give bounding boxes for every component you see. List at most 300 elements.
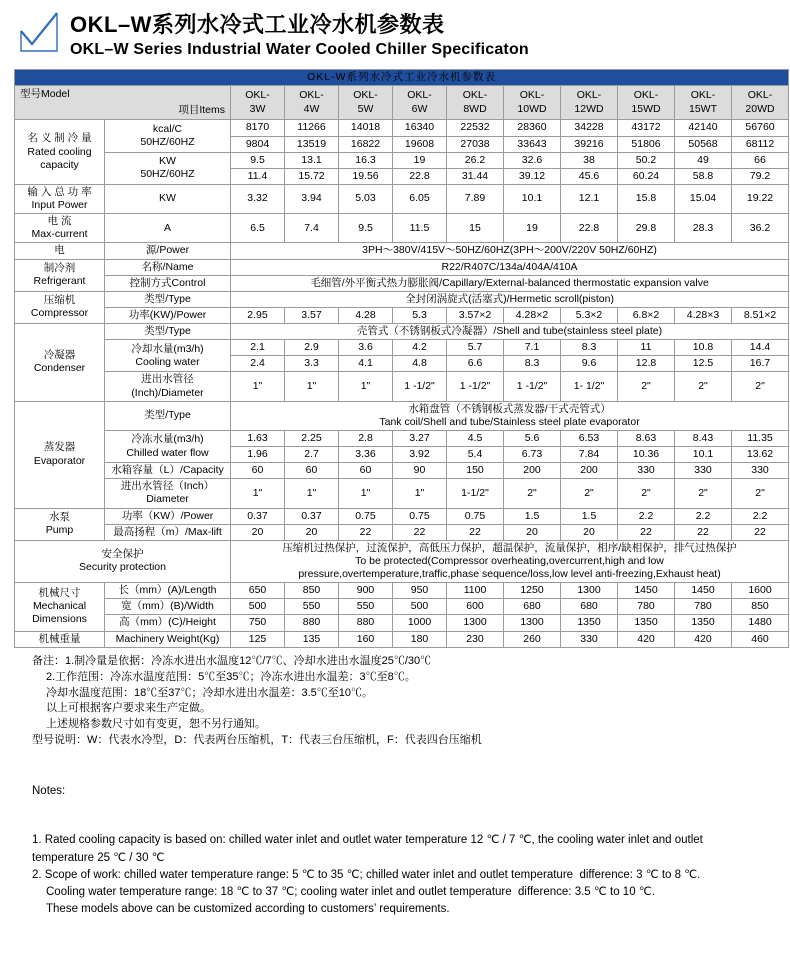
table-row xyxy=(15,479,789,508)
value-cell: 4.5 xyxy=(447,430,504,446)
value-cell: 125 xyxy=(231,631,285,647)
note-en-line: Cooling water temperature range: 18 ℃ to 37 ℃; cooling water inlet and outlet temperature difference: 3.5 ℃ to 10 ℃. xyxy=(46,886,655,899)
value-cell: 19608 xyxy=(393,136,447,152)
value-cell: 20 xyxy=(561,524,618,540)
value-cell: 20 xyxy=(231,524,285,540)
row-item-label: 宽（mm）(B)/Width xyxy=(105,599,231,615)
value-cell: 39216 xyxy=(561,136,618,152)
row-span-value: 全封闭涡旋式(活塞式)/Hermetic scroll(piston) xyxy=(231,291,789,307)
model-header-5: OKL- 8WD xyxy=(447,86,504,120)
row-item-label: 源/Power xyxy=(105,243,231,259)
value-cell: 1.63 xyxy=(231,430,285,446)
value-cell: 11 xyxy=(618,340,675,356)
value-cell: 11266 xyxy=(285,120,339,136)
table-row xyxy=(15,120,789,136)
value-cell: 8.63 xyxy=(618,430,675,446)
value-cell: 22 xyxy=(618,524,675,540)
value-cell: 1" xyxy=(231,479,285,508)
value-cell: 13.62 xyxy=(732,447,789,463)
model-header-2: OKL- 4W xyxy=(285,86,339,120)
value-cell: 1600 xyxy=(732,583,789,599)
row-group-label: 压缩机 Compressor xyxy=(15,291,105,323)
value-cell: 8.3 xyxy=(561,340,618,356)
value-cell: 230 xyxy=(447,631,504,647)
value-cell: 330 xyxy=(732,463,789,479)
model-header-7: OKL- 12WD xyxy=(561,86,618,120)
value-cell: 750 xyxy=(231,615,285,631)
row-span-value: 毛细管/外平衡式热力膨胀阀/Capillary/External-balanced thermostatic expansion valve xyxy=(231,275,789,291)
row-item-label: 进出水管径（Inch） Diameter xyxy=(105,479,231,508)
value-cell: 15.04 xyxy=(675,184,732,213)
row-item-label: 功率(KW)/Power xyxy=(105,307,231,323)
value-cell: 7.4 xyxy=(285,214,339,243)
value-cell: 550 xyxy=(339,599,393,615)
value-cell: 33643 xyxy=(504,136,561,152)
table-row xyxy=(15,524,789,540)
row-item-label: 高（mm）(C)/Height xyxy=(105,615,231,631)
value-cell: 0.75 xyxy=(447,508,504,524)
value-cell: 20 xyxy=(504,524,561,540)
title-block xyxy=(70,10,529,59)
value-cell: 8.43 xyxy=(675,430,732,446)
value-cell: 1350 xyxy=(618,615,675,631)
row-group-label: 名 义 制 冷 量 Rated cooling capacity xyxy=(15,120,105,185)
value-cell: 28360 xyxy=(504,120,561,136)
row-span-value: R22/R407C/134a/404A/410A xyxy=(231,259,789,275)
table-row xyxy=(15,259,789,275)
row-item-label: 功率（KW）/Power xyxy=(105,508,231,524)
row-group-label: 机械尺寸 Mechanical Dimensions xyxy=(15,583,105,631)
value-cell: 22 xyxy=(339,524,393,540)
row-item-label: 类型/Type xyxy=(105,291,231,307)
value-cell: 2.95 xyxy=(231,307,285,323)
value-cell: 90 xyxy=(393,463,447,479)
row-item-label: A xyxy=(105,214,231,243)
value-cell: 7.1 xyxy=(504,340,561,356)
value-cell: 19 xyxy=(504,214,561,243)
value-cell: 330 xyxy=(675,463,732,479)
value-cell: 2" xyxy=(675,372,732,401)
value-cell: 2.2 xyxy=(675,508,732,524)
value-cell: 8.51×2 xyxy=(732,307,789,323)
model-header-1: OKL- 3W xyxy=(231,86,285,120)
value-cell: 1 -1/2" xyxy=(447,372,504,401)
row-item-label: KW xyxy=(105,184,231,213)
value-cell: 900 xyxy=(339,583,393,599)
value-cell: 9.5 xyxy=(231,152,285,168)
value-cell: 2" xyxy=(618,479,675,508)
value-cell: 2.25 xyxy=(285,430,339,446)
value-cell: 22.8 xyxy=(561,214,618,243)
model-header-9: OKL- 15WT xyxy=(675,86,732,120)
value-cell: 42140 xyxy=(675,120,732,136)
value-cell: 11.35 xyxy=(732,430,789,446)
table-banner-row xyxy=(15,70,789,86)
notes-chinese xyxy=(32,654,776,750)
value-cell: 650 xyxy=(231,583,285,599)
value-cell: 16.3 xyxy=(339,152,393,168)
table-row xyxy=(15,463,789,479)
value-cell: 500 xyxy=(231,599,285,615)
value-cell: 1" xyxy=(339,372,393,401)
value-cell: 11.5 xyxy=(393,214,447,243)
row-item-label: 冷却水量(m3/h) Cooling water xyxy=(105,340,231,372)
value-cell: 1480 xyxy=(732,615,789,631)
value-cell: 780 xyxy=(618,599,675,615)
value-cell: 60 xyxy=(285,463,339,479)
value-cell: 1" xyxy=(285,479,339,508)
value-cell: 200 xyxy=(561,463,618,479)
row-group-label: 制冷剂 Refrigerant xyxy=(15,259,105,291)
value-cell: 29.8 xyxy=(618,214,675,243)
value-cell: 39.12 xyxy=(504,168,561,184)
note-en-line: temperature 25 ℃ / 30 ℃ xyxy=(32,851,165,864)
value-cell: 28.3 xyxy=(675,214,732,243)
row-item-label: 进出水管径 (Inch)/Diameter xyxy=(105,372,231,401)
value-cell: 15 xyxy=(447,214,504,243)
value-cell: 43172 xyxy=(618,120,675,136)
value-cell: 1 -1/2" xyxy=(504,372,561,401)
value-cell: 2.4 xyxy=(231,356,285,372)
value-cell: 6.73 xyxy=(504,447,561,463)
value-cell: 0.75 xyxy=(393,508,447,524)
table-header-row xyxy=(15,86,789,120)
value-cell: 8170 xyxy=(231,120,285,136)
value-cell: 50568 xyxy=(675,136,732,152)
value-cell: 1- 1/2" xyxy=(561,372,618,401)
value-cell: 850 xyxy=(285,583,339,599)
table-row xyxy=(15,540,789,582)
value-cell: 1100 xyxy=(447,583,504,599)
value-cell: 6.8×2 xyxy=(618,307,675,323)
value-cell: 27038 xyxy=(447,136,504,152)
value-cell: 16340 xyxy=(393,120,447,136)
value-cell: 12.8 xyxy=(618,356,675,372)
table-row xyxy=(15,307,789,323)
row-item-label: 名称/Name xyxy=(105,259,231,275)
row-group-label: 蒸发器 Evaporator xyxy=(15,401,105,508)
table-row xyxy=(15,340,789,356)
table-row xyxy=(15,275,789,291)
table-row xyxy=(15,291,789,307)
value-cell: 12.5 xyxy=(675,356,732,372)
table-row xyxy=(15,615,789,631)
notes-block xyxy=(14,654,776,951)
table-banner: OKL-W系列水冷式工业冷水机参数表 xyxy=(15,70,789,86)
row-group-label: 安全保护 Security protection xyxy=(15,540,231,582)
table-row xyxy=(15,430,789,446)
table-row xyxy=(15,583,789,599)
value-cell: 60 xyxy=(231,463,285,479)
value-cell: 150 xyxy=(447,463,504,479)
value-cell: 200 xyxy=(504,463,561,479)
value-cell: 32.6 xyxy=(504,152,561,168)
value-cell: 1450 xyxy=(618,583,675,599)
row-item-label: KW 50HZ/60HZ xyxy=(105,152,231,184)
row-item-label: 水箱容量（L）/Capacity xyxy=(105,463,231,479)
model-header-4: OKL- 6W xyxy=(393,86,447,120)
value-cell: 10.1 xyxy=(675,447,732,463)
value-cell: 2" xyxy=(732,372,789,401)
value-cell: 22532 xyxy=(447,120,504,136)
value-cell: 2.2 xyxy=(618,508,675,524)
value-cell: 180 xyxy=(393,631,447,647)
value-cell: 14018 xyxy=(339,120,393,136)
value-cell: 0.37 xyxy=(285,508,339,524)
table-row xyxy=(15,401,789,430)
model-header-8: OKL- 15WD xyxy=(618,86,675,120)
row-span-value: 3PH～380V/415V～50HZ/60HZ(3PH～200V/220V 50HZ/60HZ) xyxy=(231,243,789,259)
value-cell: 5.7 xyxy=(447,340,504,356)
value-cell: 5.3 xyxy=(393,307,447,323)
row-item-label: kcal/C 50HZ/60HZ xyxy=(105,120,231,152)
table-row xyxy=(15,631,789,647)
value-cell: 1" xyxy=(393,479,447,508)
value-cell: 58.8 xyxy=(675,168,732,184)
value-cell: 4.2 xyxy=(393,340,447,356)
check-mark-logo-icon xyxy=(18,10,60,56)
value-cell: 680 xyxy=(504,599,561,615)
value-cell: 22 xyxy=(447,524,504,540)
value-cell: 4.28 xyxy=(339,307,393,323)
table-row xyxy=(15,372,789,401)
value-cell: 60.24 xyxy=(618,168,675,184)
value-cell: 79.2 xyxy=(732,168,789,184)
table-row xyxy=(15,243,789,259)
table-row xyxy=(15,324,789,340)
model-header-3: OKL- 5W xyxy=(339,86,393,120)
value-cell: 0.75 xyxy=(339,508,393,524)
value-cell: 1" xyxy=(339,479,393,508)
row-item-label: 类型/Type xyxy=(105,401,231,430)
value-cell: 3.27 xyxy=(393,430,447,446)
value-cell: 1" xyxy=(285,372,339,401)
value-cell: 15.8 xyxy=(618,184,675,213)
value-cell: 4.8 xyxy=(393,356,447,372)
value-cell: 15.72 xyxy=(285,168,339,184)
value-cell: 22 xyxy=(732,524,789,540)
value-cell: 3.6 xyxy=(339,340,393,356)
value-cell: 22 xyxy=(675,524,732,540)
row-span-value: 壳管式（不锈钢板式冷凝器）/Shell and tube(stainless steel plate) xyxy=(231,324,789,340)
value-cell: 4.28×2 xyxy=(504,307,561,323)
value-cell: 1-1/2" xyxy=(447,479,504,508)
value-cell: 6.5 xyxy=(231,214,285,243)
value-cell: 260 xyxy=(504,631,561,647)
value-cell: 880 xyxy=(339,615,393,631)
value-cell: 9804 xyxy=(231,136,285,152)
value-cell: 5.03 xyxy=(339,184,393,213)
table-row xyxy=(15,214,789,243)
value-cell: 13519 xyxy=(285,136,339,152)
row-group-label: 机械重量 xyxy=(15,631,105,647)
value-cell: 3.94 xyxy=(285,184,339,213)
value-cell: 2.9 xyxy=(285,340,339,356)
value-cell: 11.4 xyxy=(231,168,285,184)
value-cell: 0.37 xyxy=(231,508,285,524)
notes-english-title: Notes: xyxy=(32,785,66,798)
value-cell: 49 xyxy=(675,152,732,168)
value-cell: 4.28×3 xyxy=(675,307,732,323)
value-cell: 60 xyxy=(339,463,393,479)
value-cell: 7.84 xyxy=(561,447,618,463)
value-cell: 680 xyxy=(561,599,618,615)
value-cell: 10.1 xyxy=(504,184,561,213)
value-cell: 10.36 xyxy=(618,447,675,463)
value-cell: 1250 xyxy=(504,583,561,599)
value-cell: 3.3 xyxy=(285,356,339,372)
value-cell: 3.36 xyxy=(339,447,393,463)
value-cell: 1" xyxy=(231,372,285,401)
note-cn-line: 冷却水温度范围：18℃至37℃；冷却水进出水温差：3.5℃至10℃。 xyxy=(46,686,373,699)
row-group-label: 电 流 Max-current xyxy=(15,214,105,243)
value-cell: 5.4 xyxy=(447,447,504,463)
row-item-label: 冷冻水量(m3/h) Chilled water flow xyxy=(105,430,231,462)
row-item-label: 最高扬程（m）/Max-lift xyxy=(105,524,231,540)
note-cn-line: 以上可根据客户要求来生产定做。 xyxy=(46,702,211,715)
table-row xyxy=(15,152,789,168)
row-group-label: 电 xyxy=(15,243,105,259)
value-cell: 68112 xyxy=(732,136,789,152)
value-cell: 12.1 xyxy=(561,184,618,213)
value-cell: 330 xyxy=(561,631,618,647)
value-cell: 22 xyxy=(393,524,447,540)
value-cell: 38 xyxy=(561,152,618,168)
value-cell: 26.2 xyxy=(447,152,504,168)
value-cell: 6.05 xyxy=(393,184,447,213)
value-cell: 780 xyxy=(675,599,732,615)
value-cell: 1 -1/2" xyxy=(393,372,447,401)
value-cell: 3.57 xyxy=(285,307,339,323)
value-cell: 19.22 xyxy=(732,184,789,213)
row-group-label: 冷凝器 Condenser xyxy=(15,324,105,402)
row-item-label: 长（mm）(A)/Length xyxy=(105,583,231,599)
value-cell: 600 xyxy=(447,599,504,615)
row-item-label: 控制方式Control xyxy=(105,275,231,291)
value-cell: 7.89 xyxy=(447,184,504,213)
value-cell: 22.8 xyxy=(393,168,447,184)
value-cell: 50.2 xyxy=(618,152,675,168)
value-cell: 1300 xyxy=(504,615,561,631)
value-cell: 19 xyxy=(393,152,447,168)
value-cell: 6.53 xyxy=(561,430,618,446)
value-cell: 9.6 xyxy=(561,356,618,372)
value-cell: 950 xyxy=(393,583,447,599)
value-cell: 1.5 xyxy=(561,508,618,524)
value-cell: 420 xyxy=(618,631,675,647)
value-cell: 1000 xyxy=(393,615,447,631)
table-row xyxy=(15,599,789,615)
note-en-line: 1. Rated cooling capacity is based on: chilled water inlet and outlet water temperature 12 ℃ / 7 ℃, the cooling water inlet and outlet xyxy=(32,834,703,847)
note-en-line: 2. Scope of work: chilled water temperature range: 5 ℃ to 35 ℃; chilled water inlet and outlet temperature difference: 3 ℃ to 8 ℃. xyxy=(32,868,701,881)
value-cell: 31.44 xyxy=(447,168,504,184)
value-cell: 20 xyxy=(285,524,339,540)
value-cell: 2.1 xyxy=(231,340,285,356)
page-title-cn: OKL–W系列水冷式工业冷水机参数表 xyxy=(70,12,445,37)
value-cell: 13.1 xyxy=(285,152,339,168)
row-item-label: 类型/Type xyxy=(105,324,231,340)
value-cell: 880 xyxy=(285,615,339,631)
header-corner-cell: 型号Model 项目Items xyxy=(15,86,231,120)
value-cell: 66 xyxy=(732,152,789,168)
value-cell: 1450 xyxy=(675,583,732,599)
value-cell: 10.8 xyxy=(675,340,732,356)
value-cell: 135 xyxy=(285,631,339,647)
value-cell: 9.5 xyxy=(339,214,393,243)
value-cell: 2" xyxy=(561,479,618,508)
value-cell: 3.57×2 xyxy=(447,307,504,323)
table-row xyxy=(15,508,789,524)
value-cell: 550 xyxy=(285,599,339,615)
note-cn-line: 上述规格参数尺寸如有变更，恕不另行通知。 xyxy=(46,718,266,731)
value-cell: 850 xyxy=(732,599,789,615)
value-cell: 5.6 xyxy=(504,430,561,446)
value-cell: 2.8 xyxy=(339,430,393,446)
value-cell: 2.7 xyxy=(285,447,339,463)
value-cell: 16822 xyxy=(339,136,393,152)
value-cell: 45.6 xyxy=(561,168,618,184)
page-header xyxy=(14,10,776,59)
value-cell: 56760 xyxy=(732,120,789,136)
model-header-6: OKL- 10WD xyxy=(504,86,561,120)
value-cell: 460 xyxy=(732,631,789,647)
value-cell: 1300 xyxy=(447,615,504,631)
value-cell: 5.3×2 xyxy=(561,307,618,323)
value-cell: 1.5 xyxy=(504,508,561,524)
value-cell: 3.32 xyxy=(231,184,285,213)
value-cell: 1.96 xyxy=(231,447,285,463)
note-cn-line: 备注：1.制冷量是依据：冷冻水进出水温度12℃/7℃、冷却水进出水温度25℃/30℃ xyxy=(32,654,432,667)
row-group-label: 水泵 Pump xyxy=(15,508,105,540)
value-cell: 19.56 xyxy=(339,168,393,184)
model-header-10: OKL- 20WD xyxy=(732,86,789,120)
specification-table xyxy=(14,69,789,647)
row-item-label: Machinery Weight(Kg) xyxy=(105,631,231,647)
table-body xyxy=(15,70,789,647)
value-cell: 2" xyxy=(675,479,732,508)
value-cell: 51806 xyxy=(618,136,675,152)
value-cell: 8.3 xyxy=(504,356,561,372)
note-cn-line: 型号说明：W：代表水冷型，D：代表两台压缩机，T：代表三台压缩机，F：代表四台压缩机 xyxy=(32,734,482,747)
row-group-label: 输 入 总 功 率 Input Power xyxy=(15,184,105,213)
value-cell: 2" xyxy=(504,479,561,508)
row-span-value: 压缩机过热保护，过流保护，高低压力保护，超温保护，流量保护，相序/缺相保护，排气过热保护 To be protected(Compressor overheating,overcurrent,high and low pressure,overtemperature,traffic,phase sequence/loss,low level anti-freezing,Exhaust heat) xyxy=(231,540,789,582)
value-cell: 1300 xyxy=(561,583,618,599)
value-cell: 36.2 xyxy=(732,214,789,243)
value-cell: 16.7 xyxy=(732,356,789,372)
value-cell: 6.6 xyxy=(447,356,504,372)
page-title-en: OKL–W Series Industrial Water Cooled Chiller Specificaton xyxy=(70,41,529,59)
value-cell: 2" xyxy=(618,372,675,401)
value-cell: 4.1 xyxy=(339,356,393,372)
value-cell: 160 xyxy=(339,631,393,647)
value-cell: 2" xyxy=(732,479,789,508)
value-cell: 1350 xyxy=(561,615,618,631)
value-cell: 1350 xyxy=(675,615,732,631)
row-span-value: 水箱盘管（不锈钢板式蒸发器/干式壳管式） Tank coil/Shell and tube/Stainless steel plate evaporator xyxy=(231,401,789,430)
note-cn-line: 2.工作范围：冷冻水温度范围：5℃至35℃；冷冻水进出水温差：3℃至8℃。 xyxy=(46,670,416,683)
value-cell: 3.92 xyxy=(393,447,447,463)
table-row xyxy=(15,184,789,213)
notes-english xyxy=(32,751,776,950)
value-cell: 330 xyxy=(618,463,675,479)
note-en-line: These models above can be customized according to customers’ requirements. xyxy=(46,903,450,916)
value-cell: 34228 xyxy=(561,120,618,136)
value-cell: 2.2 xyxy=(732,508,789,524)
value-cell: 14.4 xyxy=(732,340,789,356)
value-cell: 500 xyxy=(393,599,447,615)
value-cell: 420 xyxy=(675,631,732,647)
